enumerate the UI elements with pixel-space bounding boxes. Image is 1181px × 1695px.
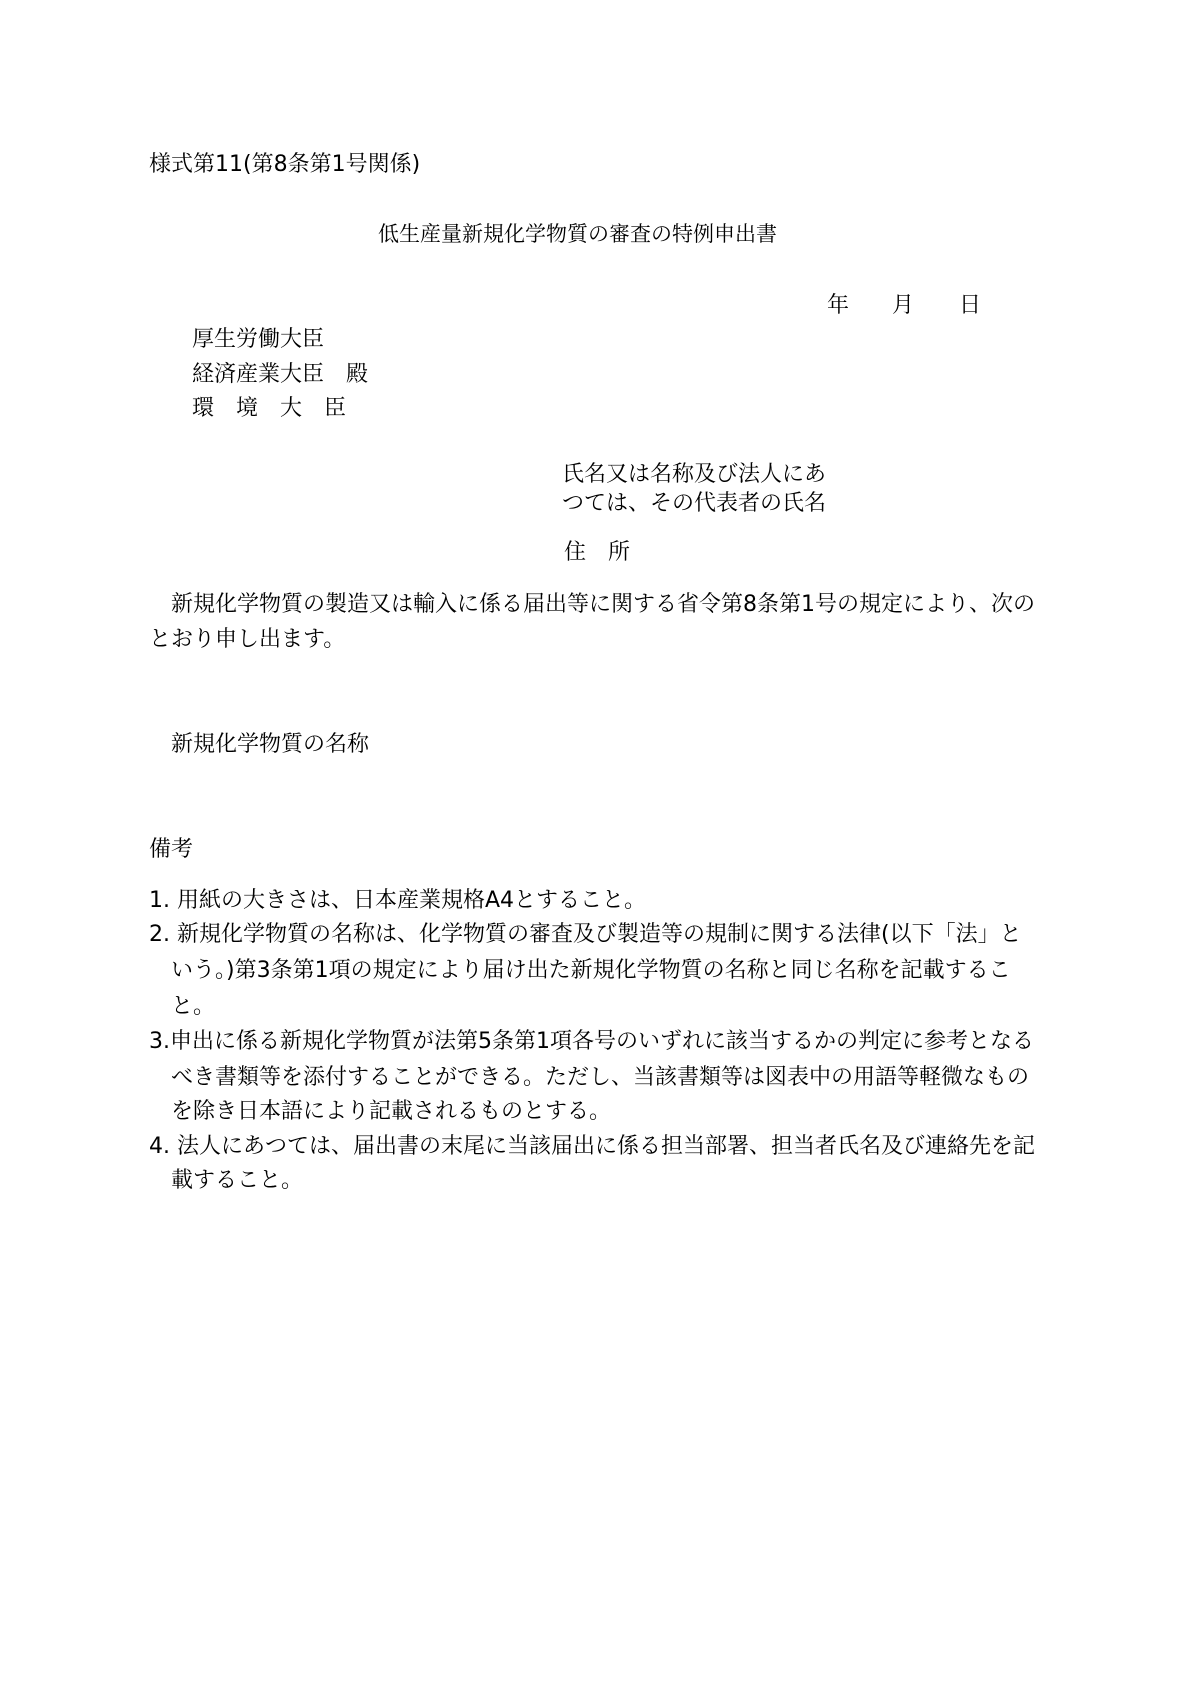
remark-line: 3.申出に係る新規化学物質が法第5条第1項各号のいずれに該当するかの判定に参考となる	[149, 1029, 1034, 1054]
date-year-label: 年	[827, 293, 850, 318]
body-line-1: 新規化学物質の製造又は輸入に係る届出等に関する省令第8条第1号の規定により、次の	[171, 592, 1035, 617]
substance-name-label: 新規化学物質の名称	[171, 732, 370, 757]
document-title: 低生産量新規化学物質の審査の特例申出書	[378, 222, 777, 246]
honorific: 殿	[346, 362, 369, 387]
remark-line: べき書類等を添付することができる。ただし、当該書類等は図表中の用語等軽微なもの	[171, 1065, 1030, 1090]
applicant-name-label-2: つては、その代表者の氏名	[562, 491, 827, 516]
remark-line: 1. 用紙の大きさは、日本産業規格A4とすること。	[149, 888, 647, 913]
date-month-label: 月	[892, 293, 915, 318]
remark-line: 2. 新規化学物質の名称は、化学物質の審査及び製造等の規制に関する法律(以下「法」と	[149, 922, 1022, 947]
remarks-heading: 備考	[149, 837, 194, 862]
applicant-name-label-1: 氏名又は名称及び法人にあ	[562, 462, 827, 487]
form-number: 様式第11(第8条第1号関係)	[149, 152, 421, 177]
date-day-label: 日	[959, 293, 982, 318]
remark-line: いう。)第3条第1項の規定により届け出た新規化学物質の名称と同じ名称を記載するこ	[171, 958, 1011, 983]
addressee-mhlw: 厚生労働大臣	[192, 327, 325, 352]
addressee-env: 環 境 大 臣	[192, 396, 347, 421]
applicant-address-label: 住 所	[564, 540, 631, 565]
addressee-meti: 経済産業大臣	[192, 362, 325, 387]
remark-line: 載すること。	[171, 1168, 304, 1193]
remark-line: 4. 法人にあつては、届出書の末尾に当該届出に係る担当部署、担当者氏名及び連絡先を記	[149, 1134, 1035, 1159]
body-line-2: とおり申し出ます。	[149, 627, 346, 652]
remark-line: を除き日本語により記載されるものとする。	[171, 1099, 612, 1124]
remark-line: と。	[171, 994, 216, 1019]
